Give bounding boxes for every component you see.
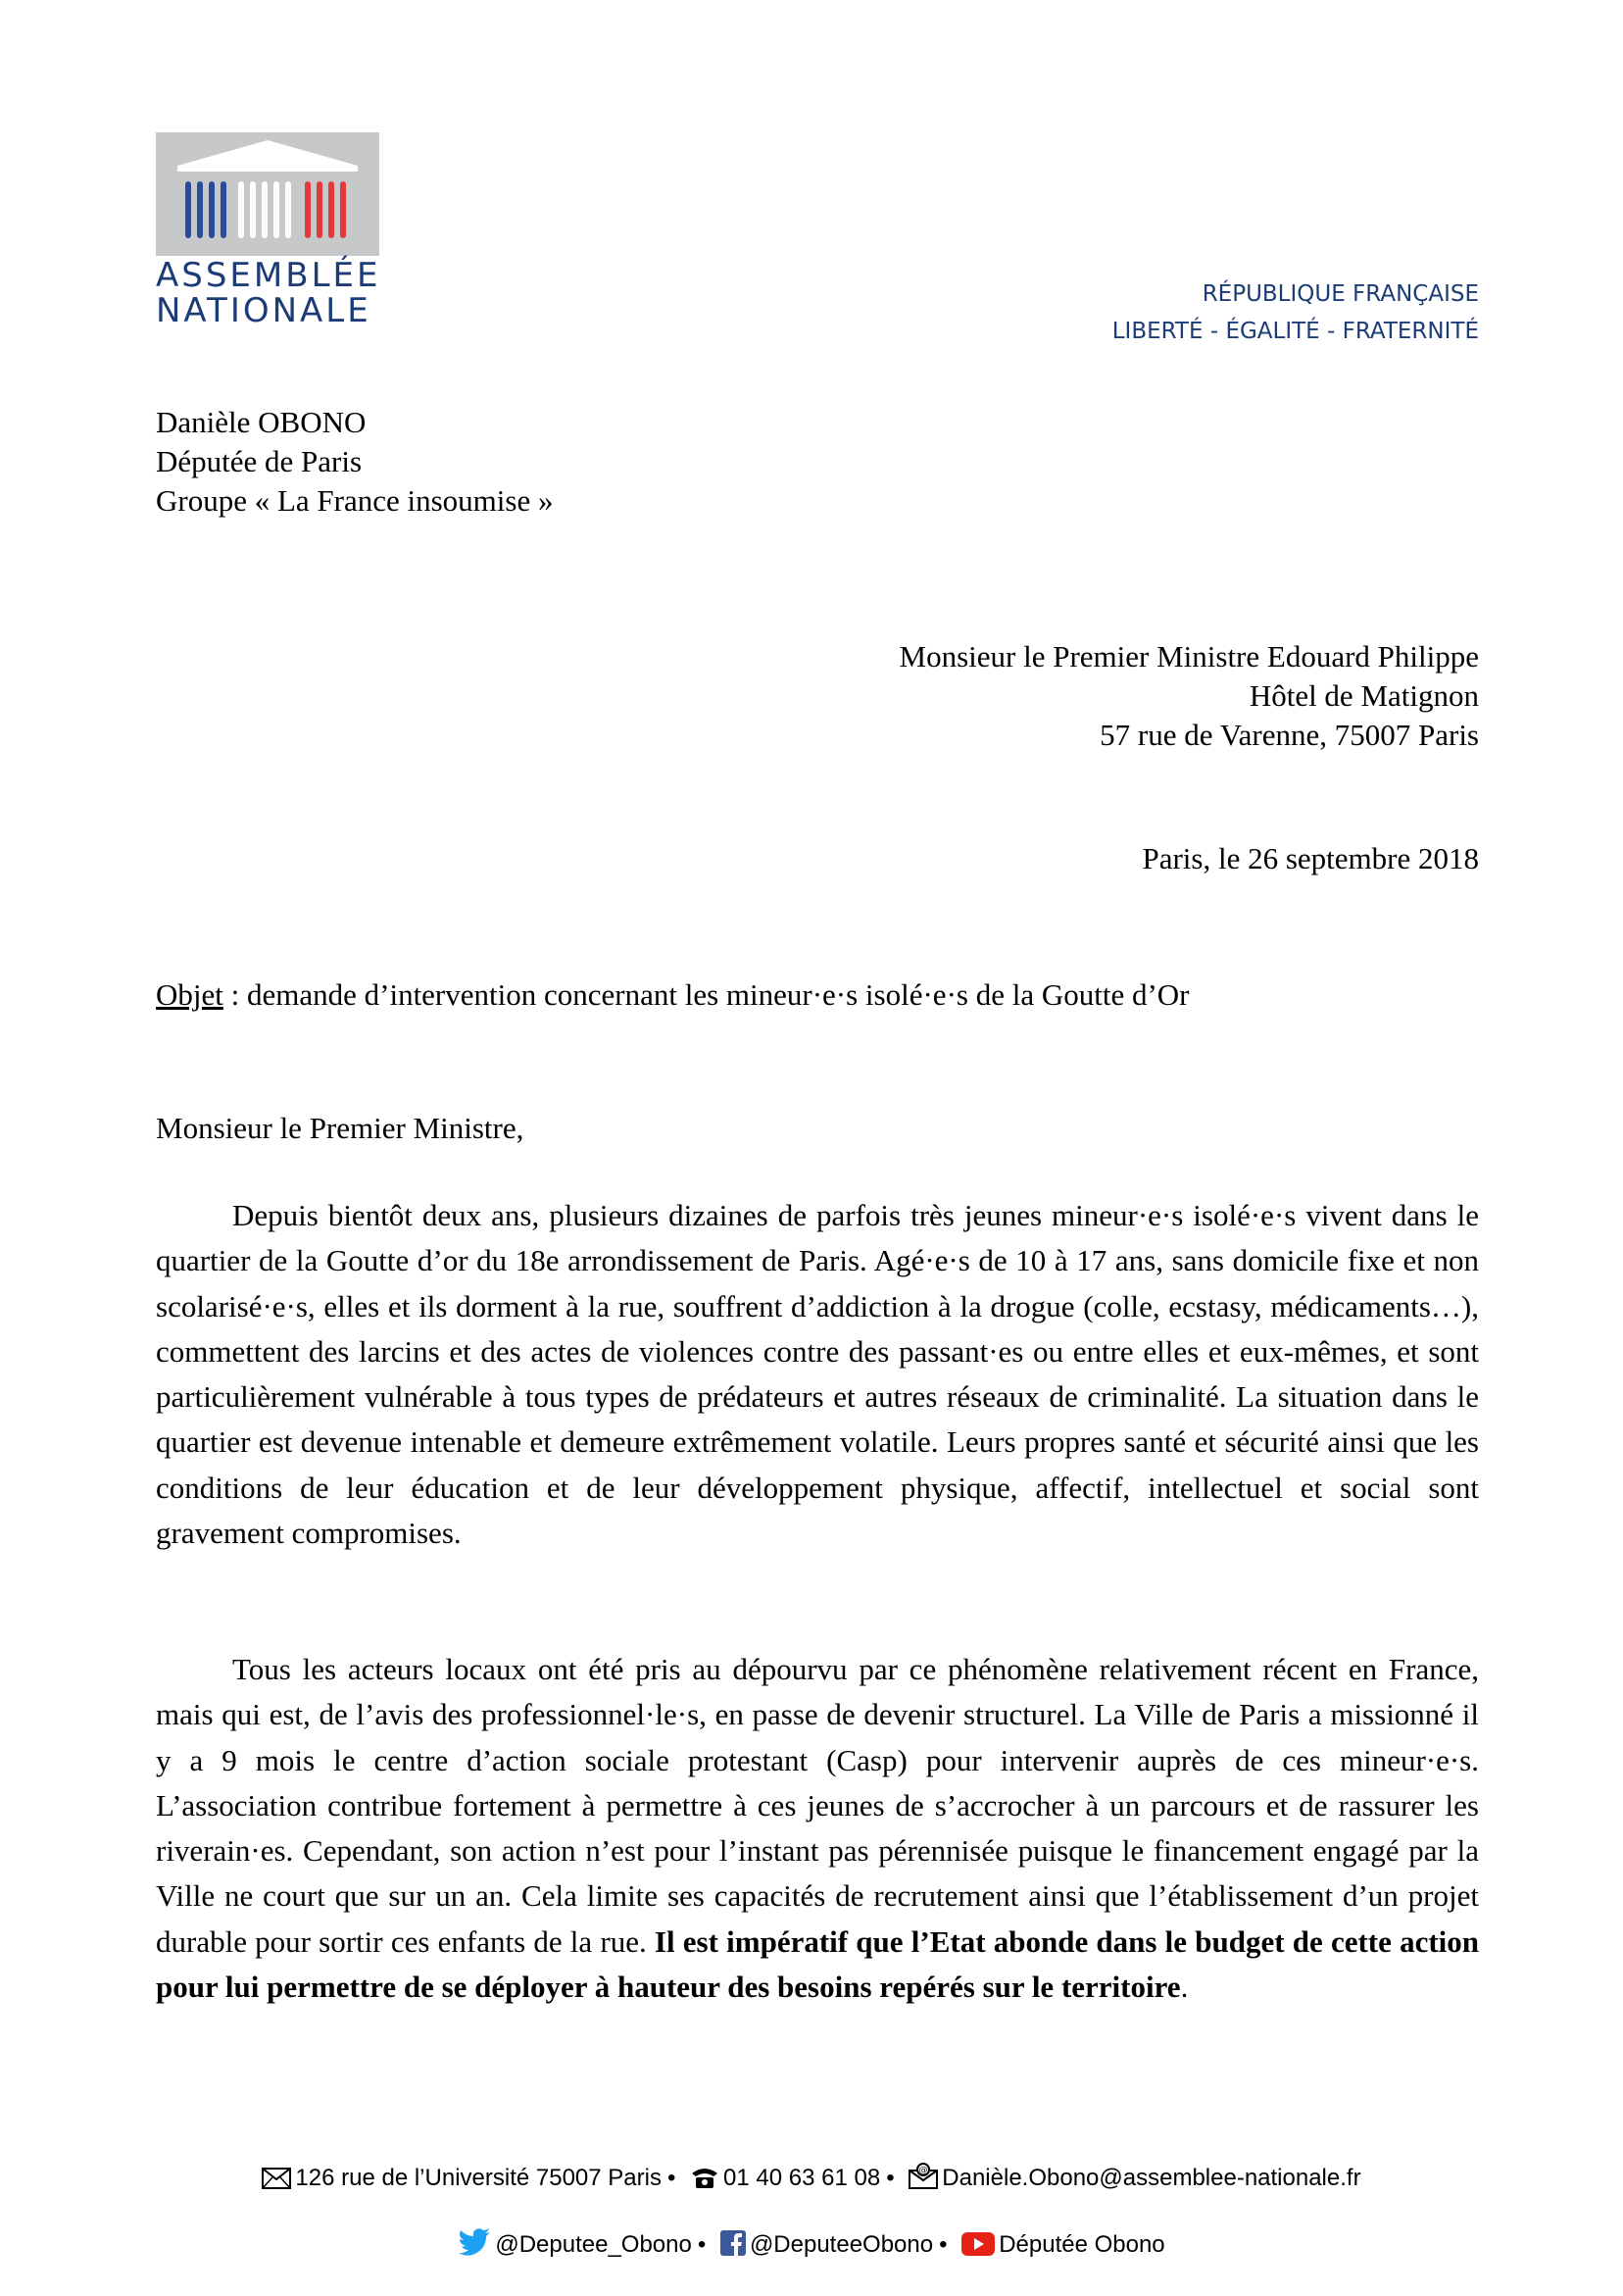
paragraph-2-bold: Il est impératif que l’Etat abonde dans le budget de cette action pour lui permettre de se déployer à hauteur des besoins repérés sur le territoire	[156, 1923, 1480, 2005]
sender-group: Groupe « La France insoumise »	[156, 483, 554, 518]
letter-date: Paris, le 26 septembre 2018	[1142, 841, 1479, 875]
footer-facebook[interactable]: @DeputeeObono	[749, 2231, 934, 2258]
envelope-icon	[262, 2166, 291, 2199]
footer-youtube[interactable]: Députée Obono	[999, 2231, 1165, 2258]
recipient-line1: Monsieur le Premier Ministre Edouard Philippe	[899, 639, 1479, 674]
republique-line1: RÉPUBLIQUE FRANÇAISE	[1202, 281, 1479, 307]
svg-text:@: @	[918, 2166, 928, 2175]
recipient-line2: Hôtel de Matignon	[1249, 678, 1479, 713]
paragraph-1: Depuis bientôt deux ans, plusieurs dizaines de parfois très jeunes mineur·e·s isolé·e·s vivent dans le quartier de la Goutte d’or du 18e arrondissement de Paris. Agé·e·s de 10 à 17 ans, sans domicile fixe et non scolarisé·e·s, elles et ils dorment à la rue, souffrent d’addiction à la drogue (colle, ecstasy, médicaments…), commettent des larcins et des actes de violences contre des passant·es ou entre elles et eux-mêmes, et sont particulièrement vulnérable à tous types de prédateurs et autres réseaux de criminalité. La situation dans le quartier est devenue intenable et demeure extrêmement volatile. Leurs propres santé et sécurité ainsi que les conditions de leur éducation et de leur développement physique, affectif, intellectuel et social sont gravement compromises.	[156, 1198, 1479, 1551]
phone-icon	[690, 2166, 719, 2199]
footer-contact-line	[0, 2162, 1623, 2199]
hemicycle-icon	[156, 132, 379, 256]
recipient-line3: 57 rue de Varenne, 75007 Paris	[1100, 718, 1479, 752]
footer-phone: 01 40 63 61 08	[723, 2165, 881, 2191]
logo-line2: NATIONALE	[156, 291, 371, 330]
footer-twitter[interactable]: @Deputee_Obono	[495, 2231, 692, 2258]
assemblee-nationale-logo	[156, 132, 379, 330]
paragraph-2-end: .	[1180, 1970, 1189, 2005]
footer-separator: •	[697, 2231, 707, 2258]
footer-separator: •	[939, 2231, 948, 2258]
recipient-block	[900, 637, 1479, 755]
republique-motto: LIBERTÉ - ÉGALITÉ - FRATERNITÉ	[1111, 319, 1479, 344]
salutation: Monsieur le Premier Ministre,	[156, 1111, 524, 1145]
footer-email[interactable]: Danièle.Obono@assemblee-nationale.fr	[942, 2165, 1361, 2191]
logo-line1: ASSEMBLÉE	[156, 256, 381, 295]
footer-separator: •	[666, 2165, 676, 2191]
footer-address: 126 rue de l’Université 75007 Paris	[295, 2165, 662, 2191]
subject-line	[156, 975, 1190, 1015]
paragraph-2-text: Tous les acteurs locaux ont été pris au dépourvu par ce phénomène relativement récent en France, mais qui est, de l’avis des professionnel·le·s, en passe de devenir structurel. La Ville de Paris a missionné il y a 9 mois le centre d’action sociale protestant (Casp) pour intervenir auprès de ces mineur·e·s. L’association contribue fortement à permettre à ces jeunes de s’accrocher à un parcours et de rassurer les riverain·es. Cependant, son action n’est pour l’instant pas pérennisée puisque le financement engagé par la Ville ne court que sur un an. Cela limite ses capacités de recrutement ainsi que l’établissement d’un projet durable pour sortir ces enfants de la rue.	[156, 1652, 1479, 1959]
footer-separator: •	[886, 2165, 895, 2191]
sender-block	[156, 403, 553, 521]
email-icon	[909, 2162, 938, 2199]
footer-social-line	[0, 2228, 1623, 2266]
paragraph-2	[156, 1647, 1479, 2010]
logo-emblem	[156, 132, 379, 256]
logo-text	[156, 258, 391, 328]
subject-label: Objet	[156, 977, 223, 1012]
twitter-icon	[458, 2228, 491, 2266]
facebook-icon	[720, 2230, 746, 2266]
youtube-icon	[961, 2232, 995, 2266]
sender-role: Députée de Paris	[156, 444, 363, 478]
subject-text: : demande d’intervention concernant les mineur·e·s isolé·e·s de la Goutte d’Or	[222, 977, 1190, 1012]
republique-header	[1112, 275, 1479, 350]
sender-name: Danièle OBONO	[156, 405, 367, 439]
